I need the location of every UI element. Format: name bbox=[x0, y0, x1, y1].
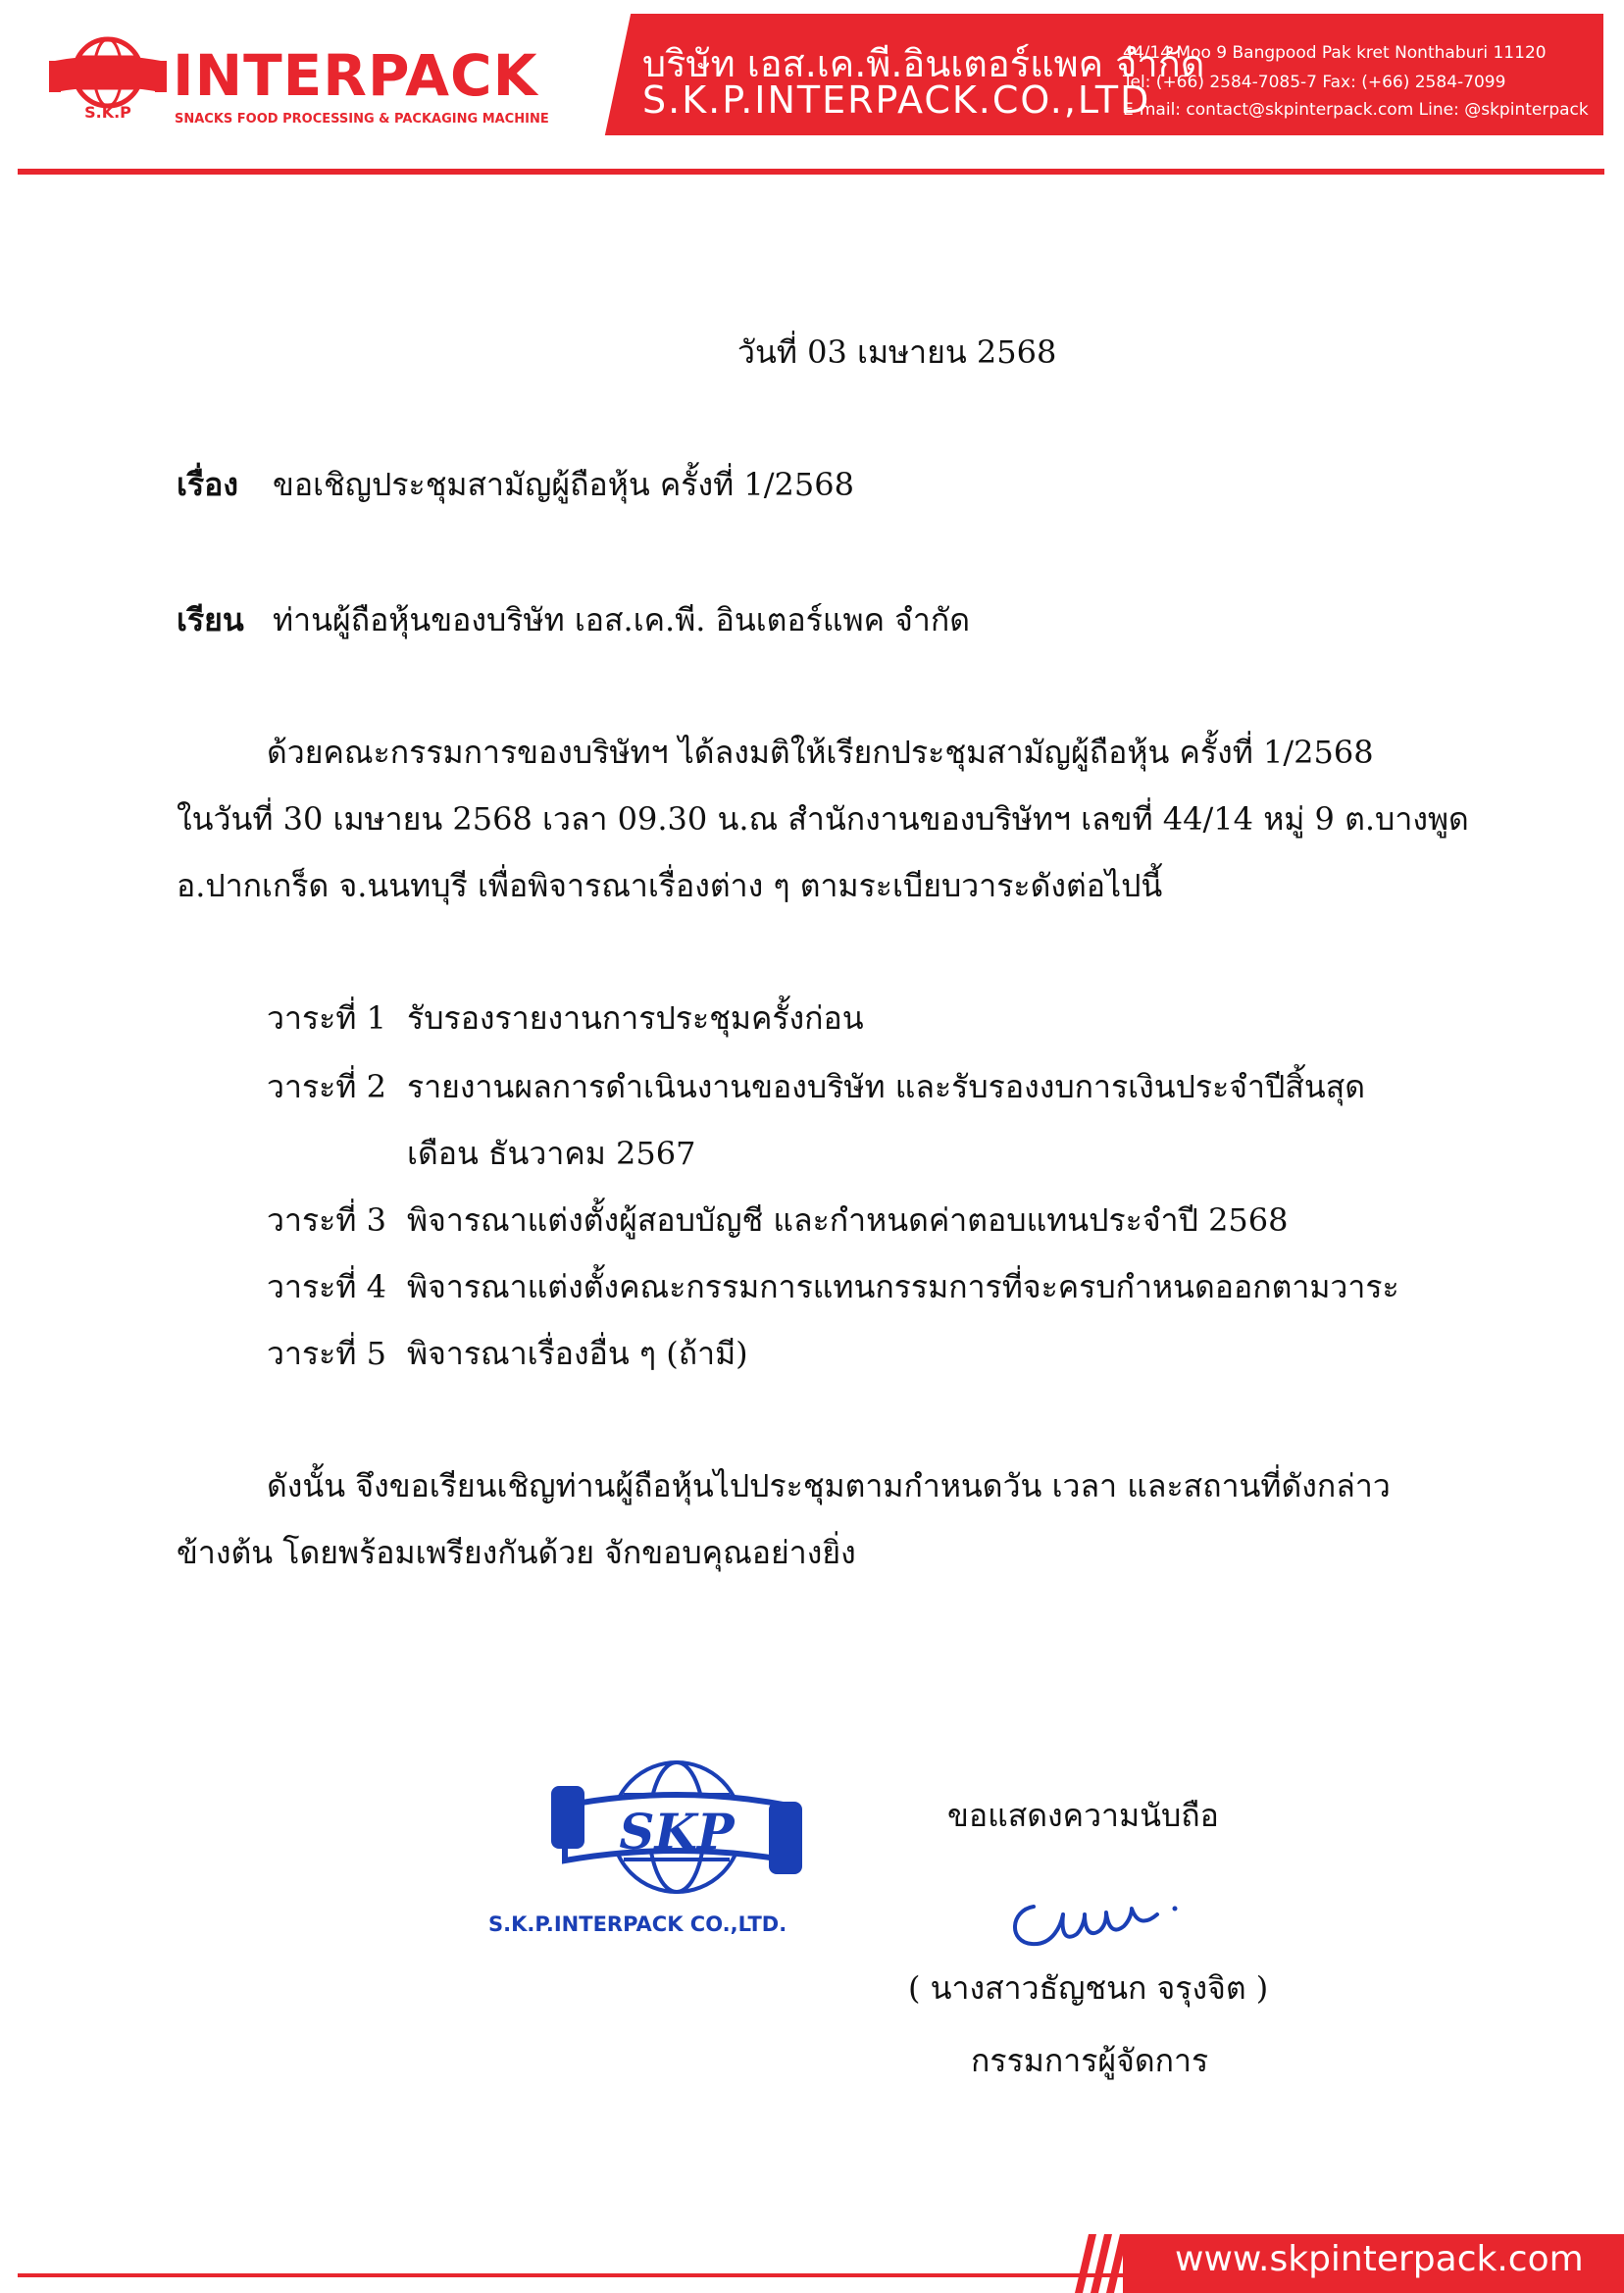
agenda-label-3: วาระที่ 3 bbox=[267, 1201, 386, 1239]
company-phone-fax: Tel: (+66) 2584-7085-7 Fax: (+66) 2584-7099 bbox=[1123, 73, 1506, 92]
stamp-text: SKP bbox=[619, 1803, 735, 1860]
footer-website: www.skpinterpack.com bbox=[1175, 2239, 1584, 2279]
agenda-label-1: วาระที่ 1 bbox=[267, 999, 386, 1037]
paragraph-2-line-1: ดังนั้น จึงขอเรียนเชิญท่านผู้ถือหุ้นไปประชุมตามกำหนดวัน เวลา และสถานที่ดังกล่าว bbox=[267, 1467, 1391, 1504]
signer-title: กรรมการผู้จัดการ bbox=[971, 2042, 1209, 2079]
stamp-company-label: S.K.P.INTERPACK CO.,LTD. bbox=[488, 1912, 787, 1936]
agenda-text-1: รับรองรายงานการประชุมครั้งก่อน bbox=[407, 999, 864, 1037]
logo-tagline: SNACKS FOOD PROCESSING & PACKAGING MACHINE bbox=[175, 112, 549, 127]
agenda-text-2-continued: เดือน ธันวาคม 2567 bbox=[407, 1135, 696, 1172]
paragraph-1-line-3: อ.ปากเกร็ด จ.นนทบุรี เพื่อพิจารณาเรื่องต่าง ๆ ตามระเบียบวาระดังต่อไปนี้ bbox=[177, 867, 1163, 904]
header-divider bbox=[18, 169, 1604, 175]
company-logo bbox=[47, 27, 549, 135]
recipient-text: ท่านผู้ถือหุ้นของบริษัท เอส.เค.พี. อินเตอร์แพค จำกัด bbox=[273, 601, 971, 638]
recipient-label: เรียน bbox=[177, 601, 244, 638]
subject-label: เรื่อง bbox=[177, 466, 238, 503]
logo-badge-text: S.K.P bbox=[84, 103, 131, 122]
paragraph-2-line-2: ข้างต้น โดยพร้อมเพรียงกันด้วย จักขอบคุณอย่างยิ่ง bbox=[177, 1534, 856, 1571]
signer-name: ( นางสาวธัญชนก จรุงจิต ) bbox=[908, 1969, 1269, 2007]
logo-wordmark: INTERPACK bbox=[173, 42, 538, 109]
paragraph-1-line-1: ด้วยคณะกรรมการของบริษัทฯ ได้ลงมติให้เรียกประชุมสามัญผู้ถือหุ้น ครั้งที่ 1/2568 bbox=[267, 734, 1374, 771]
paragraph-1-line-2: ในวันที่ 30 เมษายน 2568 เวลา 09.30 น.ณ สำนักงานของบริษัทฯ เลขที่ 44/14 หมู่ 9 ต.บางพูด bbox=[177, 800, 1469, 838]
letter-date: วันที่ 03 เมษายน 2568 bbox=[737, 333, 1057, 371]
agenda-label-4: วาระที่ 4 bbox=[267, 1268, 386, 1305]
agenda-text-3: พิจารณาแต่งตั้งผู้สอบบัญชี และกำหนดค่าตอบแทนประจำปี 2568 bbox=[407, 1201, 1289, 1239]
company-name-english: S.K.P.INTERPACK.CO.,LTD bbox=[642, 78, 1151, 122]
company-address: 44/14 Moo 9 Bangpood Pak kret Nonthaburi 11120 bbox=[1123, 43, 1547, 63]
footer-divider bbox=[18, 2273, 1126, 2277]
subject-text: ขอเชิญประชุมสามัญผู้ถือหุ้น ครั้งที่ 1/2568 bbox=[273, 466, 854, 503]
globe-logo-icon bbox=[47, 31, 170, 129]
agenda-label-5: วาระที่ 5 bbox=[267, 1335, 386, 1372]
handwritten-signature bbox=[1000, 1881, 1216, 1960]
agenda-text-2: รายงานผลการดำเนินงานของบริษัท และรับรองงบการเงินประจำปีสิ้นสุด bbox=[407, 1068, 1366, 1105]
agenda-text-5: พิจารณาเรื่องอื่น ๆ (ถ้ามี) bbox=[407, 1335, 748, 1372]
agenda-text-4: พิจารณาแต่งตั้งคณะกรรมการแทนกรรมการที่จะครบกำหนดออกตามวาระ bbox=[407, 1268, 1399, 1305]
company-stamp-icon bbox=[549, 1751, 804, 1908]
agenda-label-2: วาระที่ 2 bbox=[267, 1068, 386, 1105]
closing-phrase: ขอแสดงความนับถือ bbox=[947, 1797, 1219, 1834]
company-name-thai: บริษัท เอส.เค.พี.อินเตอร์แพค จำกัด bbox=[642, 42, 1205, 85]
company-email-line: E-mail: contact@skpinterpack.com Line: @skpinterpack bbox=[1123, 100, 1589, 120]
